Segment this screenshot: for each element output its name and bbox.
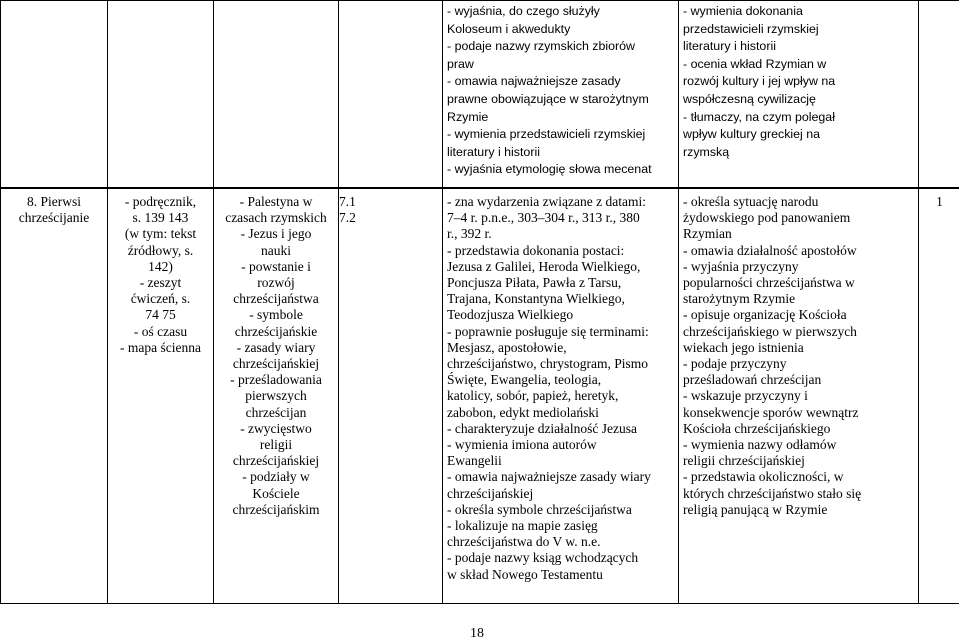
content-cell xyxy=(214,188,339,604)
empty-cell xyxy=(1,1,108,189)
empty-cell xyxy=(919,1,959,189)
hours-count: 1 xyxy=(936,194,943,209)
hours-cell xyxy=(919,188,959,604)
table-continuation xyxy=(0,0,959,189)
empty-cell xyxy=(339,1,443,189)
page-number: 18 xyxy=(470,626,484,641)
basic-requirements-cell xyxy=(443,188,679,604)
lesson-content: - Palestyna w czasach rzymskich - Jezus i jego nauki - powstanie i rozwój chrześcijaństwa - symbole chrześcijańskie - zasady wiary chrześcijańskiej - prześladowania pierwszych chrześcijan - zwycięstwo religii chrześcijańskiej - podziały w Kościele chrześcijańskim xyxy=(225,194,327,517)
requirements-very-good-text: - wymienia dokonania przedstawicieli rzymskiej literatury i historii - ocenia wkład Rzymian w rozwój kultury i jej wpływ na współczesną cywilizację - tłumaczy, na czym polegał wpływ kultury greckiej na rzymską xyxy=(683,4,836,159)
lesson-topic: 8. Pierwsi chrześcijanie xyxy=(18,194,90,226)
topic-cell xyxy=(1,188,108,604)
requirements-good-cell xyxy=(443,1,679,189)
extended-requirements-text: - określa sytuację narodu żydowskiego pod panowaniem Rzymian - omawia działalność apostołów - wyjaśnia przyczyny popularności chrześcijaństwa w starożytnym Rzymie - opisuje organizację Kościoła chrześcijańskiego w pierwszych wiekach jego istnienia - podaje przyczyny prześladowań chrześcijan - wskazuje przyczyny i konsekwencje sporów wewnątrz Kościoła chrześcijańskiego - wymienia nazwy odłamów religii chrześcijańskiej - przedstawia okoliczności, w których chrześcijaństwo stało się religią panującą w Rzymie xyxy=(683,194,862,517)
extended-requirements-cell xyxy=(679,188,919,604)
core-curriculum-refs: 7.1 7.2 xyxy=(339,194,356,226)
empty-cell xyxy=(108,1,214,189)
basic-requirements-text: - zna wydarzenia związane z datami: 7–4 r. p.n.e., 303–304 r., 313 r., 380 r., 392 r. - przedstawia dokonania postaci: Jezusa z Galilei, Heroda Wielkiego, Poncjusza Piłata, Pawła z Tarsu, Trajana, Konstantyna Wielkiego, Teodozjusza Wielkiego - poprawnie posługuje się terminami: Mesjasz, apostołowie, chrześcijaństwo, chrystogram, Pismo Święte, Ewangelia, teologia, katolicy, sobór, papież, heretyk, zabobon, edykt mediolański - charakteryzuje działalność Jezusa - wymienia imiona autorów Ewangelii - omawia najważniejsze zasady wiary chrześcijańskiej - określa symbole chrześcijaństwa - lokalizuje na mapie zasięg chrześcijaństwa do V w. n.e. - podaje nazwy ksiąg wchodzących w skład Nowego Testamentu xyxy=(447,194,651,582)
requirements-good-text: - wyjaśnia, do czego służyły Koloseum i akwedukty - podaje nazwy rzymskich zbiorów praw - omawia najważniejsze zasady prawne obowiązujące w starożytnym Rzymie - wymienia przedstawicieli rzymskiej literatury i historii - wyjaśnia etymologię słowa mecenat xyxy=(447,4,652,177)
empty-cell xyxy=(214,1,339,189)
table-row xyxy=(1,188,959,604)
core-curriculum-cell xyxy=(339,188,443,604)
lesson-table xyxy=(0,187,959,604)
teaching-materials: - podręcznik, s. 139 143 (w tym: tekst źródłowy, s. 142) - zeszyt ćwiczeń, s. 74 75 - oś czasu - mapa ścienna xyxy=(120,194,201,355)
materials-cell xyxy=(108,188,214,604)
requirements-very-good-cell xyxy=(679,1,919,189)
